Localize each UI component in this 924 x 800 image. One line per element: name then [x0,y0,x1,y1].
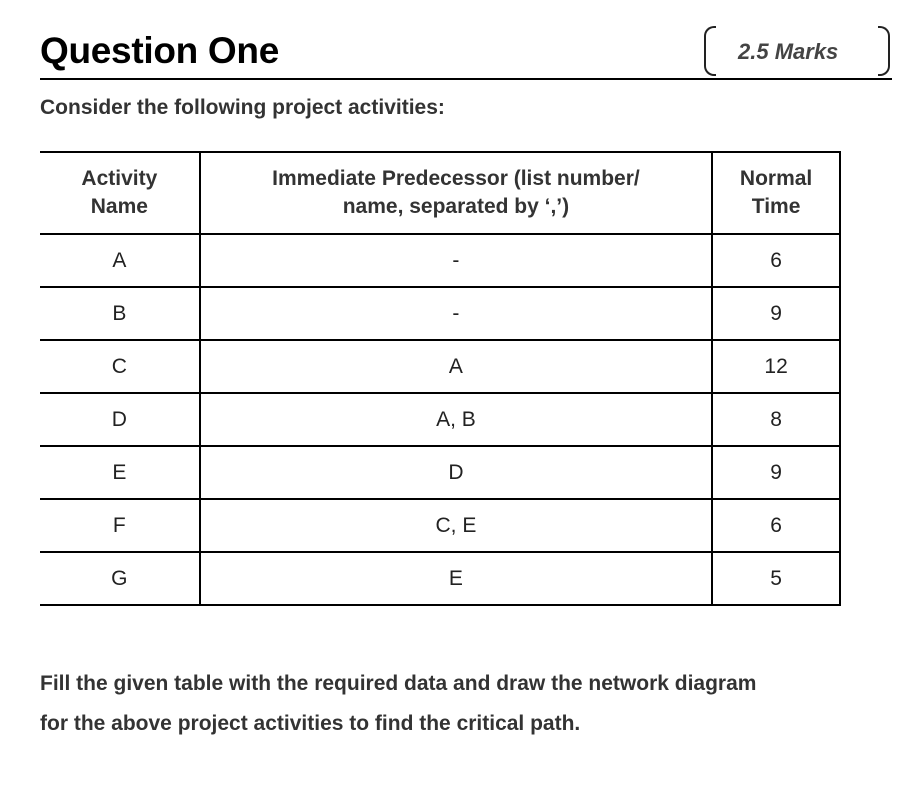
activities-table [40,151,841,606]
normal-time-cell: 9 [712,287,840,340]
instruction-line-2: for the above project activities to find the critical path. [40,712,581,735]
activity-name-cell: E [112,460,127,484]
activity-name-cell: D [111,407,127,431]
normal-time-cell: 6 [712,234,840,287]
activity-name-cell: G [111,566,128,590]
normal-time-cell: 6 [712,499,840,552]
table-row [40,234,840,287]
table-row [40,499,840,552]
header-activity-name: Activity Name [81,167,158,218]
table-row [40,393,840,446]
marks-badge [704,26,890,76]
table-row [40,287,840,340]
table-row [40,552,840,605]
marks-label: 2.5 Marks [738,39,839,64]
activity-name-cell: F [112,513,126,537]
instruction-text [40,664,900,744]
normal-time-cell: 9 [712,446,840,499]
activity-name-cell: A [112,248,127,272]
left-bracket [704,26,716,76]
normal-time-cell: 8 [712,393,840,446]
table-row [40,340,840,393]
instruction-line-1: Fill the given table with the required data and draw the network diagram [40,672,757,695]
predecessor-cell: - [200,234,713,287]
activity-name-cell: B [112,301,127,325]
normal-time-cell: 5 [712,552,840,605]
right-bracket [878,26,890,76]
header-immediate-predecessor: Immediate Predecessor (list number/ name, separated by ‘,’) [200,152,713,234]
intro-text: Consider the following project activities: [40,96,445,119]
predecessor-cell: A [200,340,713,393]
table-row [40,446,840,499]
title-divider [40,78,892,80]
header-normal-time: Normal Time [712,152,840,234]
predecessor-cell: A, B [200,393,713,446]
table-header-row [40,152,840,234]
activity-name-cell: C [111,354,127,378]
normal-time-cell: 12 [712,340,840,393]
predecessor-cell: D [200,446,713,499]
predecessor-cell: E [200,552,713,605]
predecessor-cell: - [200,287,713,340]
question-title: Question One [40,30,279,71]
predecessor-cell: C, E [200,499,713,552]
